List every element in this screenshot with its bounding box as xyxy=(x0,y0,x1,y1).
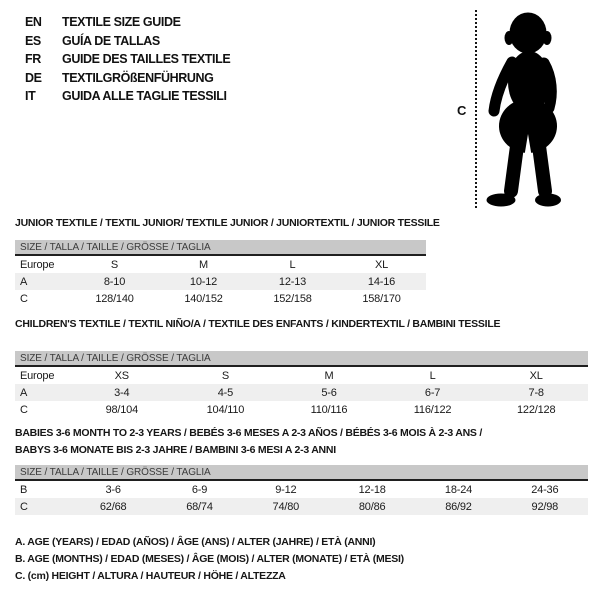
size-cell: XS xyxy=(114,369,129,382)
lang-row-it xyxy=(25,87,230,106)
size-cell: 3-4 xyxy=(114,386,130,399)
lang-label: GUÍA DE TALLAS xyxy=(62,33,160,48)
size-cell: 10-12 xyxy=(189,275,218,288)
size-cell: 14-16 xyxy=(367,275,396,288)
size-cell: 86/92 xyxy=(445,500,472,513)
table-row xyxy=(15,366,588,384)
table-row xyxy=(15,273,426,290)
childrens-size-table xyxy=(15,351,588,418)
size-cell: 92/98 xyxy=(531,500,559,513)
lang-row-fr xyxy=(25,50,230,69)
row-label-cell: C xyxy=(20,292,28,305)
lang-label: GUIDE DES TAILLES TEXTILE xyxy=(62,52,231,67)
size-cell: L xyxy=(429,369,436,382)
size-cell: S xyxy=(221,369,229,382)
row-label-cell: Europe xyxy=(20,369,55,382)
section-title-babies-line1: BABIES 3-6 MONTH TO 2-3 YEARS / BEBÉS 3-6 MESES A 2-3 AÑOS / BÉBÉS 3-6 MOIS À 2-3 ANS / xyxy=(15,427,483,439)
row-label-cell: C xyxy=(20,403,28,416)
row-label-cell: A xyxy=(20,275,28,288)
section-title-junior: JUNIOR TEXTILE / TEXTIL JUNIOR/ TEXTILE JUNIOR / JUNIORTEXTIL / JUNIOR TESSILE xyxy=(15,217,440,229)
size-cell: 158/170 xyxy=(362,292,401,305)
size-cell: 68/74 xyxy=(186,500,213,513)
size-cell: 122/128 xyxy=(517,403,556,416)
size-cell: 104/110 xyxy=(206,403,245,416)
size-cell: 152/158 xyxy=(273,292,312,305)
lang-code: DE xyxy=(25,70,42,85)
size-cell: 116/122 xyxy=(413,403,452,416)
size-cell: 12-13 xyxy=(278,275,307,288)
size-header-row xyxy=(15,465,588,480)
section-title-babies-line2: BABYS 3-6 MONATE BIS 2-3 JAHRE / BAMBINI 3-6 MESI A 2-3 ANNI xyxy=(15,444,336,456)
row-label-cell: B xyxy=(20,483,28,496)
lang-row-de xyxy=(25,69,230,88)
lang-code: EN xyxy=(25,15,42,30)
row-label-cell: Europe xyxy=(20,258,55,271)
table-row xyxy=(15,384,588,401)
size-header-cell: SIZE / TALLA / TAILLE / GRÖSSE / TAGLIA xyxy=(15,465,588,480)
lang-row-es xyxy=(25,32,230,51)
size-cell: 6-7 xyxy=(424,386,441,399)
size-cell: 98/104 xyxy=(105,403,139,416)
size-cell: 128/140 xyxy=(95,292,134,305)
size-cell: 80/86 xyxy=(358,500,386,513)
size-header-cell: SIZE / TALLA / TAILLE / GRÖSSE / TAGLIA xyxy=(15,351,588,366)
size-cell: 5-6 xyxy=(321,386,337,399)
row-label-cell: C xyxy=(20,500,28,513)
lang-code: IT xyxy=(25,89,36,104)
size-cell: M xyxy=(324,369,334,382)
table-row xyxy=(15,255,426,273)
table-row xyxy=(15,290,426,307)
size-cell: 3-6 xyxy=(105,483,121,496)
table-row xyxy=(15,480,588,498)
size-cell: 24-36 xyxy=(531,483,559,496)
size-cell: XL xyxy=(529,369,543,382)
lang-label: TEXTILGRÖßENFÜHRUNG xyxy=(62,70,214,85)
size-header-row xyxy=(15,240,426,255)
row-label-cell: A xyxy=(20,386,28,399)
size-cell: 18-24 xyxy=(444,483,473,496)
size-cell: 62/68 xyxy=(99,500,127,513)
baby-silhouette-icon xyxy=(484,10,566,208)
measure-label-c: C xyxy=(457,103,467,118)
size-header-cell: SIZE / TALLA / TAILLE / GRÖSSE / TAGLIA xyxy=(15,240,426,255)
section-title-childrens: CHILDREN'S TEXTILE / TEXTIL NIÑO/A / TEXTILE DES ENFANTS / KINDERTEXTIL / BAMBINI TESSILE xyxy=(15,318,501,330)
footnote-b: B. AGE (MONTHS) / EDAD (MESES) / ÂGE (MOIS) / ALTER (MONATE) / ETÀ (MESI) xyxy=(15,553,404,565)
language-list xyxy=(25,13,230,106)
junior-size-table xyxy=(15,240,426,307)
lang-row-en xyxy=(25,13,230,32)
lang-code: ES xyxy=(25,33,41,48)
table-row xyxy=(15,401,588,418)
footnote-a: A. AGE (YEARS) / EDAD (AÑOS) / ÂGE (ANS) / ALTER (JAHRE) / ETÀ (ANNI) xyxy=(15,536,376,548)
lang-label: TEXTILE SIZE GUIDE xyxy=(62,15,181,30)
size-cell: 8-10 xyxy=(103,275,126,288)
size-cell: 6-9 xyxy=(191,483,208,496)
size-cell: 140/152 xyxy=(184,292,223,305)
lang-label: GUIDA ALLE TAGLIE TESSILI xyxy=(62,89,227,104)
babies-size-table xyxy=(15,465,588,515)
size-cell: 12-18 xyxy=(358,483,386,496)
size-cell: S xyxy=(110,258,119,271)
size-cell: XL xyxy=(374,258,389,271)
size-cell: 74/80 xyxy=(272,500,300,513)
size-cell: L xyxy=(289,258,296,271)
size-cell: 4-5 xyxy=(217,386,234,399)
lang-code: FR xyxy=(25,52,41,67)
size-cell: M xyxy=(199,258,208,271)
footnote-c: C. (cm) HEIGHT / ALTURA / HAUTEUR / HÖHE / ALTEZZA xyxy=(15,570,286,582)
size-cell: 7-8 xyxy=(528,386,544,399)
size-cell: 9-12 xyxy=(275,483,297,496)
size-cell: 110/116 xyxy=(310,403,348,416)
height-measure-dotted-line xyxy=(475,10,477,208)
size-header-row xyxy=(15,351,588,366)
table-row xyxy=(15,498,588,515)
